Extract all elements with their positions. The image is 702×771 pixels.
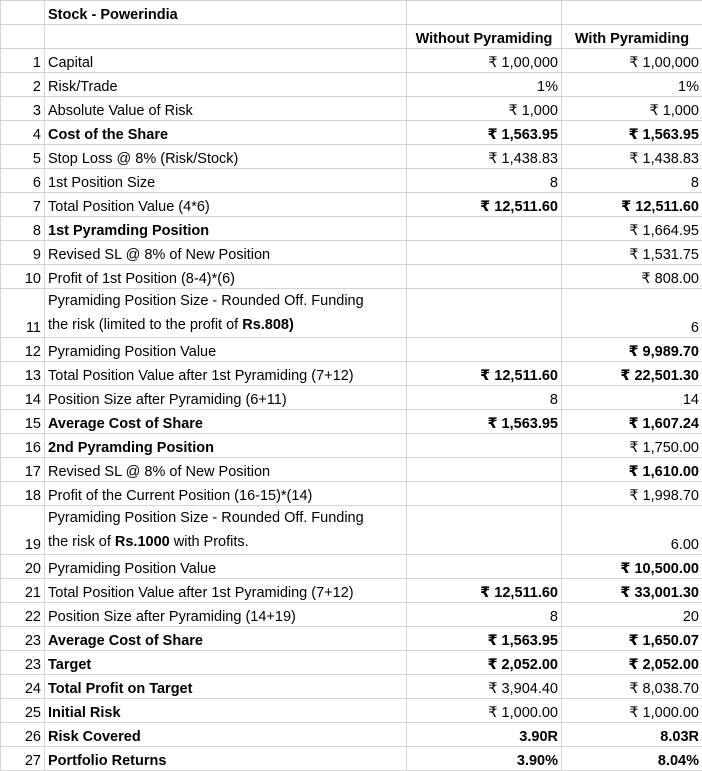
row-label[interactable]: Profit of 1st Position (8-4)*(6) — [45, 265, 407, 289]
row-label-emphasis: Rs.808) — [242, 317, 294, 333]
value-with-pyramiding[interactable]: 8.03R — [562, 723, 702, 747]
row-label[interactable]: Revised SL @ 8% of New Position — [45, 458, 407, 482]
value-without-pyramiding[interactable]: 8 — [407, 386, 562, 410]
value-without-pyramiding[interactable] — [407, 458, 562, 482]
row-label[interactable]: Risk Covered — [45, 723, 407, 747]
value-with-pyramiding[interactable]: ₹ 1,750.00 — [562, 434, 702, 458]
table-row — [1, 97, 702, 121]
row-label-part: with Profits. — [170, 534, 249, 550]
value-with-pyramiding[interactable]: 8.04% — [562, 747, 702, 771]
value-without-pyramiding[interactable]: ₹ 2,052.00 — [407, 651, 562, 675]
row-label[interactable] — [45, 289, 407, 338]
row-number[interactable]: 3 — [1, 97, 45, 121]
value-with-pyramiding[interactable]: 20 — [562, 603, 702, 627]
table-row — [1, 362, 702, 386]
row-label[interactable]: Pyramiding Position Value — [45, 338, 407, 362]
value-with-pyramiding[interactable]: ₹ 1,610.00 — [562, 458, 702, 482]
row-label[interactable]: Total Position Value (4*6) — [45, 193, 407, 217]
value-with-pyramiding[interactable]: ₹ 1,531.75 — [562, 241, 702, 265]
row-number[interactable]: 26 — [1, 723, 45, 747]
row-number[interactable]: 14 — [1, 386, 45, 410]
value-with-pyramiding[interactable]: ₹ 1,000.00 — [562, 699, 702, 723]
row-number[interactable]: 15 — [1, 410, 45, 434]
value-without-pyramiding[interactable] — [407, 241, 562, 265]
row-label[interactable]: Average Cost of Share — [45, 410, 407, 434]
value-without-pyramiding[interactable] — [407, 482, 562, 506]
value-without-pyramiding[interactable] — [407, 338, 562, 362]
table-row — [1, 506, 702, 555]
row-label[interactable]: Total Position Value after 1st Pyramiding (7+12) — [45, 579, 407, 603]
value-with-pyramiding[interactable]: ₹ 1,00,000 — [562, 49, 702, 73]
value-with-pyramiding[interactable]: 1% — [562, 73, 702, 97]
table-row — [1, 482, 702, 506]
table-row — [1, 121, 702, 145]
row-label[interactable]: Portfolio Returns — [45, 747, 407, 771]
value-with-pyramiding[interactable]: ₹ 1,607.24 — [562, 410, 702, 434]
table-row — [1, 265, 702, 289]
value-with-pyramiding[interactable]: ₹ 1,998.70 — [562, 482, 702, 506]
row-number[interactable]: 5 — [1, 145, 45, 169]
table-row — [1, 458, 702, 482]
title-row — [1, 1, 702, 25]
row-number[interactable]: 8 — [1, 217, 45, 241]
row-label[interactable]: Pyramiding Position Value — [45, 555, 407, 579]
row-number[interactable]: 19 — [1, 506, 45, 555]
row-number[interactable]: 10 — [1, 265, 45, 289]
value-without-pyramiding[interactable]: 3.90% — [407, 747, 562, 771]
value-without-pyramiding[interactable] — [407, 289, 562, 338]
table-row — [1, 555, 702, 579]
value-without-pyramiding[interactable]: 8 — [407, 169, 562, 193]
row-label-part: the risk of — [48, 534, 115, 550]
table-row — [1, 723, 702, 747]
value-without-pyramiding[interactable] — [407, 434, 562, 458]
value-without-pyramiding[interactable]: ₹ 1,000.00 — [407, 699, 562, 723]
value-without-pyramiding[interactable]: ₹ 12,511.60 — [407, 362, 562, 386]
table-row — [1, 338, 702, 362]
row-number[interactable]: 1 — [1, 49, 45, 73]
value-without-pyramiding[interactable]: ₹ 12,511.60 — [407, 193, 562, 217]
row-number[interactable]: 18 — [1, 482, 45, 506]
value-without-pyramiding[interactable]: ₹ 1,563.95 — [407, 121, 562, 145]
value-without-pyramiding[interactable]: ₹ 1,000 — [407, 97, 562, 121]
row-number[interactable]: 17 — [1, 458, 45, 482]
header-row — [1, 25, 702, 49]
table-row — [1, 747, 702, 771]
table-row — [1, 193, 702, 217]
value-without-pyramiding[interactable]: ₹ 1,563.95 — [407, 410, 562, 434]
value-without-pyramiding[interactable]: 1% — [407, 73, 562, 97]
value-with-pyramiding[interactable]: ₹ 10,500.00 — [562, 555, 702, 579]
row-label[interactable]: Revised SL @ 8% of New Position — [45, 241, 407, 265]
value-with-pyramiding[interactable]: 6.00 — [562, 506, 702, 555]
row-number[interactable]: 23 — [1, 651, 45, 675]
sheet-title[interactable]: Stock - Powerindia — [45, 1, 407, 25]
spreadsheet-body — [1, 1, 702, 771]
value-without-pyramiding[interactable] — [407, 506, 562, 555]
table-row — [1, 434, 702, 458]
column-header-with-pyramiding[interactable]: With Pyramiding — [562, 25, 702, 49]
row-label-line — [48, 313, 403, 337]
table-row — [1, 169, 702, 193]
value-without-pyramiding[interactable]: ₹ 1,563.95 — [407, 627, 562, 651]
table-row — [1, 603, 702, 627]
column-header-without-pyramiding[interactable]: Without Pyramiding — [407, 25, 562, 49]
table-row — [1, 675, 702, 699]
row-label[interactable]: Absolute Value of Risk — [45, 97, 407, 121]
value-without-pyramiding[interactable]: ₹ 3,904.40 — [407, 675, 562, 699]
row-number[interactable]: 6 — [1, 169, 45, 193]
row-number[interactable]: 25 — [1, 699, 45, 723]
row-label[interactable] — [45, 506, 407, 555]
table-row — [1, 627, 702, 651]
value-with-pyramiding[interactable]: ₹ 12,511.60 — [562, 193, 702, 217]
row-number[interactable]: 22 — [1, 603, 45, 627]
row-number[interactable]: 24 — [1, 675, 45, 699]
table-row — [1, 49, 702, 73]
value-with-pyramiding[interactable]: ₹ 2,052.00 — [562, 651, 702, 675]
table-row — [1, 289, 702, 338]
row-number[interactable]: 11 — [1, 289, 45, 338]
row-label[interactable]: Initial Risk — [45, 699, 407, 723]
value-with-pyramiding[interactable]: ₹ 1,563.95 — [562, 121, 702, 145]
cell-empty[interactable] — [45, 25, 407, 49]
table-row — [1, 651, 702, 675]
value-without-pyramiding[interactable] — [407, 217, 562, 241]
table-row — [1, 73, 702, 97]
row-number[interactable]: 23 — [1, 627, 45, 651]
cell-empty[interactable] — [407, 1, 562, 25]
value-without-pyramiding[interactable]: 3.90R — [407, 723, 562, 747]
value-without-pyramiding[interactable] — [407, 555, 562, 579]
row-number[interactable]: 7 — [1, 193, 45, 217]
value-with-pyramiding[interactable]: ₹ 1,664.95 — [562, 217, 702, 241]
row-number[interactable]: 9 — [1, 241, 45, 265]
row-label[interactable]: Capital — [45, 49, 407, 73]
row-label-emphasis: Rs.1000 — [115, 534, 170, 550]
row-label[interactable]: Average Cost of Share — [45, 627, 407, 651]
value-with-pyramiding[interactable]: ₹ 22,501.30 — [562, 362, 702, 386]
row-label[interactable]: Total Position Value after 1st Pyramiding (7+12) — [45, 362, 407, 386]
row-label[interactable]: 1st Pyramding Position — [45, 217, 407, 241]
row-label[interactable]: Position Size after Pyramiding (14+19) — [45, 603, 407, 627]
value-without-pyramiding[interactable]: 8 — [407, 603, 562, 627]
row-number[interactable]: 2 — [1, 73, 45, 97]
row-label[interactable]: Cost of the Share — [45, 121, 407, 145]
value-without-pyramiding[interactable]: ₹ 1,438.83 — [407, 145, 562, 169]
value-with-pyramiding[interactable]: 8 — [562, 169, 702, 193]
value-without-pyramiding[interactable] — [407, 265, 562, 289]
row-label-part: the risk (limited to the profit of — [48, 317, 242, 333]
row-number[interactable]: 16 — [1, 434, 45, 458]
row-label[interactable]: 2nd Pyramding Position — [45, 434, 407, 458]
row-label-line: Pyramiding Position Size - Rounded Off. Funding — [48, 289, 403, 313]
row-number[interactable]: 12 — [1, 338, 45, 362]
row-label[interactable]: 1st Position Size — [45, 169, 407, 193]
row-label-line — [48, 530, 403, 554]
row-label[interactable]: Target — [45, 651, 407, 675]
row-label[interactable]: Position Size after Pyramiding (6+11) — [45, 386, 407, 410]
cell-empty[interactable] — [562, 1, 702, 25]
value-without-pyramiding[interactable]: ₹ 12,511.60 — [407, 579, 562, 603]
value-with-pyramiding[interactable]: ₹ 808.00 — [562, 265, 702, 289]
table-row — [1, 386, 702, 410]
value-with-pyramiding[interactable]: 14 — [562, 386, 702, 410]
row-number[interactable]: 21 — [1, 579, 45, 603]
value-with-pyramiding[interactable]: ₹ 9,989.70 — [562, 338, 702, 362]
row-number[interactable]: 4 — [1, 121, 45, 145]
row-label[interactable]: Total Profit on Target — [45, 675, 407, 699]
value-with-pyramiding[interactable]: ₹ 1,650.07 — [562, 627, 702, 651]
table-row — [1, 410, 702, 434]
table-row — [1, 217, 702, 241]
value-without-pyramiding[interactable]: ₹ 1,00,000 — [407, 49, 562, 73]
cell-index[interactable] — [1, 1, 45, 25]
cell-index[interactable] — [1, 25, 45, 49]
row-number[interactable]: 13 — [1, 362, 45, 386]
row-label[interactable]: Stop Loss @ 8% (Risk/Stock) — [45, 145, 407, 169]
row-label[interactable]: Profit of the Current Position (16-15)*(14) — [45, 482, 407, 506]
value-with-pyramiding[interactable]: ₹ 1,438.83 — [562, 145, 702, 169]
value-with-pyramiding[interactable]: 6 — [562, 289, 702, 338]
value-with-pyramiding[interactable]: ₹ 8,038.70 — [562, 675, 702, 699]
row-label[interactable]: Risk/Trade — [45, 73, 407, 97]
table-row — [1, 241, 702, 265]
value-with-pyramiding[interactable]: ₹ 33,001.30 — [562, 579, 702, 603]
value-with-pyramiding[interactable]: ₹ 1,000 — [562, 97, 702, 121]
row-label-line: Pyramiding Position Size - Rounded Off. Funding — [48, 506, 403, 530]
row-number[interactable]: 20 — [1, 555, 45, 579]
table-row — [1, 699, 702, 723]
table-row — [1, 579, 702, 603]
row-number[interactable]: 27 — [1, 747, 45, 771]
table-row — [1, 145, 702, 169]
